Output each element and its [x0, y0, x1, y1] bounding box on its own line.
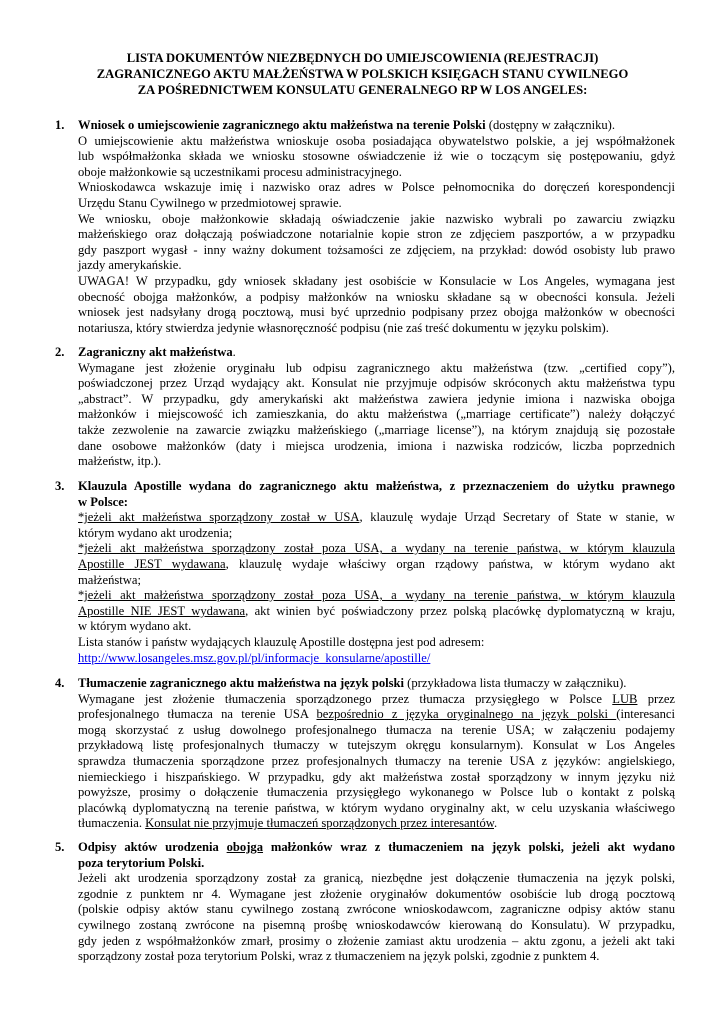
- text-line: cywilnego zostaną zwrócone na pisemną prośbę wnioskodawców kierowaną do Konsulatu). W przypadku,: [78, 917, 675, 932]
- text-line: zgodnie z punktem nr 4. Wymagane jest złożenie oryginałów dokumentów osobiście lub drogą pocztową: [78, 886, 675, 901]
- item-text: , klauzulę wydaje właściwy organ rządowy państwa, w którym wydano akt: [225, 556, 675, 571]
- text-line: małżonków i miejscowość ich zamieszkania, do aktu małżeństwa („marriage certificate”) należy dołączyć: [78, 407, 675, 422]
- text-line: powyższe, prosimy o dołączenie tłumaczenia przysięgłego wykonanego w Polsce lub o kontakt z polską: [78, 785, 675, 800]
- heading-bold: Zagraniczny akt małżeństwa: [78, 345, 233, 359]
- text-line: [78, 707, 675, 723]
- text-line: małżeństw, itp.).: [78, 454, 162, 469]
- text-line: gdy paszport wygasł - inny ważny dokument tożsamości ze zdjęciem, na przykład: dowód osobisty lub prawo: [78, 242, 675, 257]
- heading-part: małżonków wraz z tłumaczeniem na język polski, jeżeli akt wydano: [263, 840, 675, 854]
- heading-part: Odpisy aktów urodzenia: [78, 840, 227, 854]
- text-line: Wymagane jest złożenie oryginału lub odpisu zagranicznego aktu małżeństwa (tzw. „certified copy”),: [78, 360, 675, 375]
- underlined-text: bezpośrednio z języka oryginalnego na język polski: [316, 707, 617, 722]
- text-line: [78, 557, 675, 573]
- section-number: 1.: [55, 118, 65, 132]
- heading-bold: Tłumaczenie zagranicznego aktu małżeństwa na język polski: [78, 676, 405, 690]
- title-line: ZAGRANICZNEGO AKTU MAŁŻEŃSTWA W POLSKICH KSIĘGACH STANU CYWILNEGO: [96, 67, 629, 81]
- text-line: mogą skorzystać z usług dowolnego profesjonalnego tłumacza na terenie USA; w załączeniu podajemy: [78, 722, 675, 737]
- underlined-text: *jeżeli akt małżeństwa sporządzony został w USA: [78, 510, 360, 525]
- section-heading: Klauzula Apostille wydana do zagranicznego aktu małżeństwa, z przeznaczeniem do użytku prawnego: [78, 479, 675, 493]
- apostille-item-usa: [78, 510, 675, 526]
- text-line: UWAGA! W przypadku, gdy wniosek składany jest osobiście w Konsulacie w Los Angeles, wymagana jest: [78, 273, 675, 288]
- heading-note: (przykładowa lista tłumaczy w załączniku).: [404, 676, 627, 690]
- text-part: tłumaczenia.: [78, 816, 146, 831]
- text-line: Urzędu Stanu Cywilnego w przedmiotowej sprawie.: [78, 195, 342, 210]
- text-line: Jeżeli akt urodzenia sporządzony został za granicą, niezbędne jest dołączenie tłumaczenia na język polski,: [78, 871, 675, 886]
- underlined-text: Konsulat nie przyjmuje tłumaczeń sporządzonych przez interesantów: [145, 816, 495, 831]
- text-line: Wnioskodawca wskazuje imię i nazwisko oraz adres w Polsce pełnomocnika do doręczeń korespondencji: [78, 180, 675, 195]
- section-body: [78, 676, 675, 832]
- text-line: małżeństwa;: [78, 572, 141, 587]
- underlined-text: LUB: [612, 691, 638, 706]
- section-heading: poza terytorium Polski.: [78, 855, 205, 870]
- text-line: niemieckiego i hiszpańskiego. W przypadku, gdy akt małżeństwa został sporządzony w innym języku niż: [78, 769, 675, 784]
- underlined-text: obojga: [226, 840, 264, 854]
- apostille-item-outside-usa-yes: *jeżeli akt małżeństwa sporządzony został poza USA, a wydany na terenie państwa, w którym klauzula: [78, 541, 675, 556]
- text-line: obecność obojga małżonków, a podpisy małżonków na wniosku składane są w obecności konsula. Jeżeli: [78, 289, 675, 304]
- text-line: małżeńskiego oraz dołączają poświadczone notarialnie kopie stron ze zdjęciem paszportów, a w przypadku: [78, 227, 675, 242]
- text-line: sprawdza tłumaczenia sporządzone przez profesjonalnych tłumaczy na terenie USA z języków: angielskiego,: [78, 753, 675, 768]
- section-body: [78, 479, 675, 666]
- title-line: ZA POŚREDNICTWEM KONSULATU GENERALNEGO RP W LOS ANGELES:: [137, 83, 588, 97]
- section-number: 2.: [55, 345, 65, 359]
- text-part: (interesanci: [616, 707, 675, 722]
- text-line: gdy jeden z współmałżonków zmarł, prosimy o złożenie zamiast aktu urodzenia – aktu zgonu, a jeżeli akt taki: [78, 933, 675, 948]
- underlined-text: Apostille NIE JEST wydawana: [78, 603, 246, 618]
- text-line: notariusza, który stwierdza jedynie własnoręczność podpisu (nie zaś treść dokumentu w języku polskim).: [78, 320, 609, 335]
- text-line: O umiejscowienie aktu małżeństwa wnioskuje osoba posiadająca obywatelstwo polskie, a jej współmałżonek: [78, 133, 675, 148]
- text-line: lub współmałżonka składa we wniosku stosowne oświadczenie iż wie o toczącym się postępowaniu, gdyż: [78, 149, 675, 164]
- text-line: także zezwolenie na zawarcie związku małżeńskiego („marriage license”), na którym znajdują się pozostałe: [78, 422, 675, 437]
- text-line: [78, 692, 675, 708]
- text-line: poświadczonej przez Urząd wydający akt. Konsulat nie przyjmuje odpisów skróconych aktu małżeństwa typu: [78, 376, 675, 391]
- text-line: wniosek jest nadsyłany drogą pocztową, musi być uprzednio podpisany przez obojga małżonków w obecności: [78, 305, 675, 320]
- section-heading: [78, 118, 675, 134]
- text-line: dane osobowe małżonków (daty i miejsca urodzenia, imiona i nazwiska rodziców, liczba poprzednich: [78, 438, 675, 453]
- text-line: „abstract”. W przypadku, gdy amerykański akt małżeństwa zawiera jedynie imiona i nazwiska obojga: [78, 391, 675, 406]
- apostille-link-line: [78, 651, 675, 667]
- text-part: profesjonalnego tłumacza na terenie USA: [78, 707, 317, 722]
- text-part: .: [494, 816, 498, 831]
- page-title: [40, 50, 685, 98]
- text-line: w którym wydano akt.: [78, 619, 192, 634]
- text-part: Wymagane jest złożenie tłumaczenia sporządzonego przez tłumacza przysięgłego w Polsce: [78, 691, 613, 706]
- text-line: [78, 604, 675, 620]
- text-line: oboje małżonkowie są uczestnikami procesu administracyjnego.: [78, 164, 402, 179]
- section-heading: [78, 840, 675, 856]
- text-line: [78, 816, 675, 832]
- section-number: 3.: [55, 479, 65, 493]
- apostille-item-outside-usa-no: *jeżeli akt małżeństwa sporządzony został poza USA, a wydany na terenie państwa, w którym klauzula: [78, 588, 675, 603]
- text-line: jazdy amerykańskie.: [78, 258, 182, 273]
- text-line: przykładową listę profesjonalnych tłumaczy w tutejszym okręgu konsularnym). Konsulat w Los Angeles: [78, 738, 675, 753]
- heading-dot: .: [232, 345, 236, 359]
- item-text: , klauzulę wydaje Urząd Secretary of State w stanie, w: [359, 510, 675, 525]
- item-text: , akt winien być poświadczony przez polską placówkę dyplomatyczną w kraju,: [245, 603, 675, 618]
- apostille-link[interactable]: http://www.losangeles.msz.gov.pl/pl/informacje_konsularne/apostille/: [78, 650, 431, 665]
- section-heading: w Polsce:: [78, 494, 129, 509]
- text-line: (polskie odpisy aktów stanu cywilnego zostaną zwrócone wnioskodawcom, zagraniczne odpisy aktów stanu: [78, 902, 675, 917]
- text-line: którym wydano akt urodzenia;: [78, 525, 233, 540]
- section-number: 4.: [55, 676, 65, 690]
- section-heading: [78, 676, 675, 692]
- title-line: LISTA DOKUMENTÓW NIEZBĘDNYCH DO UMIEJSCOWIENIA (REJESTRACJI): [126, 51, 599, 65]
- section-body: [78, 840, 675, 965]
- section-body: [78, 345, 675, 470]
- text-part: przez: [637, 691, 675, 706]
- text-line: We wniosku, oboje małżonkowie składają oświadczenie jakie nazwisko wybrali po zawarciu związku: [78, 211, 675, 226]
- heading-bold: Wniosek o umiejscowienie zagranicznego aktu małżeństwa na terenie Polski: [78, 118, 486, 132]
- text-line: placówką dyplomatyczną na terenie państwa, w którym wydano oryginalny akt, w celu uzyskania właściwego: [78, 800, 675, 815]
- text-line: sporządzony został poza terytorium Polski, wraz z tłumaczeniem na język polski, zgodnie z punktem 4.: [78, 949, 600, 964]
- text-line: Lista stanów i państw wydających klauzulę Apostille dostępna jest pod adresem:: [78, 634, 485, 649]
- section-number: 5.: [55, 840, 65, 854]
- section-body: [78, 118, 675, 336]
- section-heading: [78, 345, 675, 361]
- heading-note: (dostępny w załączniku).: [485, 118, 616, 132]
- underlined-text: Apostille JEST wydawana: [78, 556, 226, 571]
